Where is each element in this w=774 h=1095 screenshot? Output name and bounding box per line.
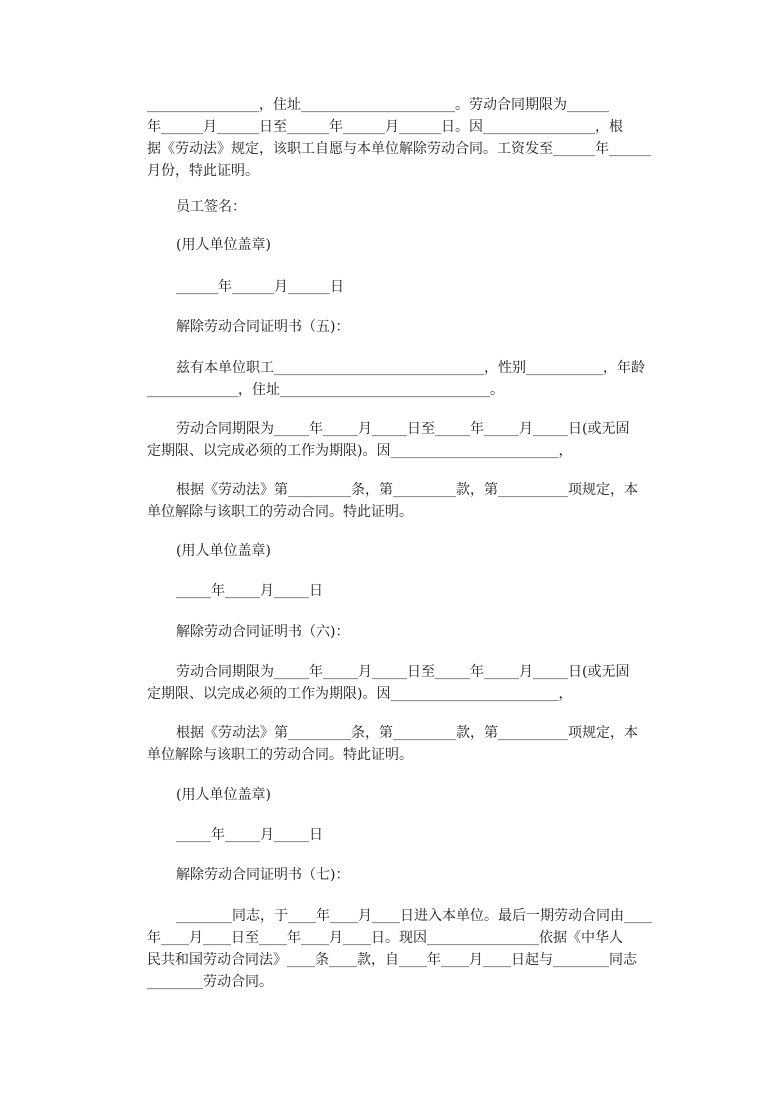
text-line: 民共和国劳动合同法》____条____款，自____年____月____日起与________同志 — [147, 952, 637, 968]
paragraph-employee-info — [147, 357, 645, 401]
date-line: _____年_____月_____日 — [176, 583, 323, 599]
employer-seal-label: (用人单位盖章) — [176, 787, 271, 803]
text-line: 兹有本单位职工______________________________，性别___________，年龄 — [176, 360, 645, 376]
text-line: ________同志，于____年____月____日进入本单位。最后一期劳动合同由____ — [176, 908, 652, 924]
text-line: 定期限、以完成必须的工作为期限)。因________________________， — [147, 686, 573, 702]
paragraph-contract-term-block — [147, 94, 651, 182]
text-line: 单位解除与该职工的劳动合同。特此证明。 — [147, 747, 413, 763]
section-heading-six: 解除劳动合同证明书（六)： — [176, 624, 350, 640]
text-line: 定期限、以完成必须的工作为期限)。因________________________， — [147, 443, 573, 459]
paragraph-legal-basis — [147, 722, 638, 766]
text-line: 根据《劳动法》第_________条，第_________款，第__________项规定，本 — [176, 725, 638, 741]
date-line: _____年_____月_____日 — [176, 827, 323, 843]
employer-seal-label: (用人单位盖章) — [176, 543, 271, 559]
text-line: _____________，住址______________________________。 — [147, 382, 504, 398]
paragraph-contract-termination — [147, 905, 652, 993]
section-heading-seven: 解除劳动合同证明书（七)： — [176, 867, 350, 883]
employer-seal-label: (用人单位盖章) — [176, 237, 271, 253]
text-line: 根据《劳动法》第_________条，第_________款，第__________项规定，本 — [176, 482, 638, 498]
text-line: 年______月______日至______年______月______日。因________________，根 — [147, 119, 623, 135]
text-line: 年____月____日至____年____月____日。现因________________依据《中华人 — [147, 930, 623, 946]
paragraph-contract-term — [147, 418, 631, 462]
employee-signature-label: 员工签名： — [176, 199, 246, 215]
text-line: ________________，住址______________________。劳动合同期限为______ — [147, 97, 609, 113]
date-line: ______年______月______日 — [176, 279, 344, 295]
text-line: 月份，特此证明。 — [147, 163, 259, 179]
text-line: ________劳动合同。 — [147, 974, 273, 990]
text-line: 劳动合同期限为_____年_____月_____日至_____年_____月_____日(或无固 — [176, 664, 630, 680]
section-heading-five: 解除劳动合同证明书（五)： — [176, 319, 350, 335]
text-line: 据《劳动法》规定，该职工自愿与本单位解除劳动合同。工资发至______年______ — [147, 141, 651, 157]
paragraph-contract-term — [147, 661, 631, 705]
text-line: 单位解除与该职工的劳动合同。特此证明。 — [147, 504, 413, 520]
paragraph-legal-basis — [147, 479, 638, 523]
text-line: 劳动合同期限为_____年_____月_____日至_____年_____月_____日(或无固 — [176, 421, 630, 437]
